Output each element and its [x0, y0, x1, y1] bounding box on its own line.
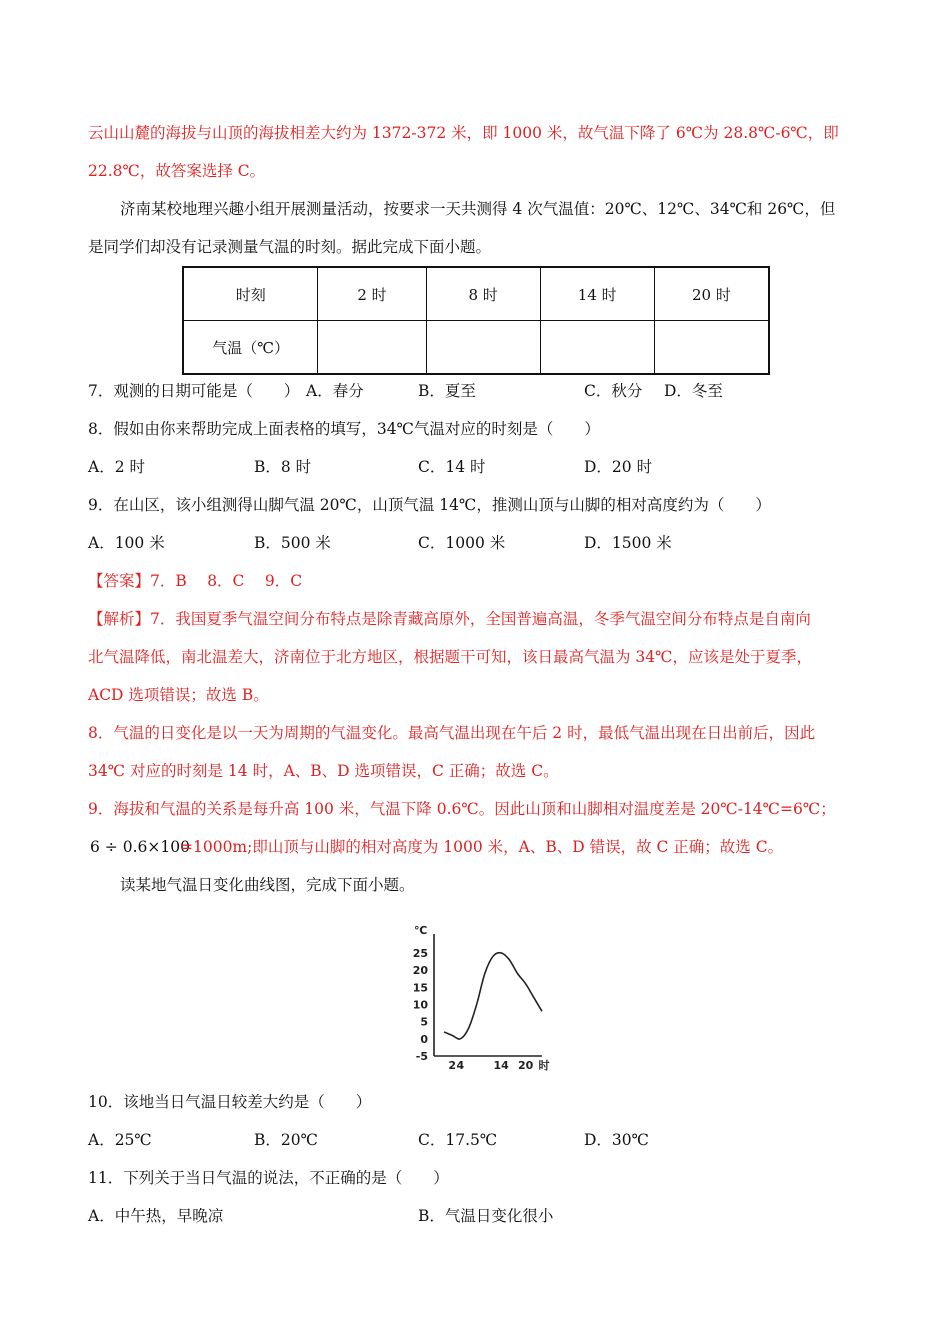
table-header-cell: 2 时 — [318, 267, 426, 321]
y-axis-unit-label: ℃ — [414, 924, 428, 937]
table-header-cell: 8 时 — [426, 267, 540, 321]
q7-option-b: B．夏至 — [418, 382, 476, 400]
temperature-line-chart — [400, 920, 560, 1072]
intro1-line1: 济南某校地理兴趣小组开展测量活动，按要求一天共测得 4 次气温值：20℃、12℃、34℃和 26℃，但 — [120, 200, 836, 218]
q8-option-d: D．20 时 — [584, 458, 653, 476]
q8-option-c: C．14 时 — [418, 458, 486, 476]
answer-label: 【答案】 — [88, 572, 151, 590]
temperature-series-line — [444, 953, 542, 1039]
q7-option-c: C．秋分 — [584, 382, 643, 400]
q10-option-d: D．30℃ — [584, 1131, 649, 1149]
explain-label: 【解析】 — [88, 610, 151, 628]
q9-option-c: C．1000 米 — [418, 534, 506, 552]
q10-option-b: B．20℃ — [254, 1131, 318, 1149]
explain-7-line3: ACD 选项错误；故选 B。 — [88, 686, 269, 704]
table-empty-cell — [540, 321, 654, 375]
y-tick-label: 5 — [420, 1015, 428, 1029]
q7-option-d: D．冬至 — [664, 382, 723, 400]
explain-9-line1: 9．海拔和气温的关系是每升高 100 米，气温下降 0.6℃。因此山顶和山脚相对温度差是 20℃-14℃=6℃； — [88, 800, 836, 818]
x-tick-label: 4 — [456, 1059, 465, 1072]
explain-8-line1: 8．气温的日变化是以一天为周期的气温变化。最高气温出现在午后 2 时，最低气温出现在日出前后，因此 — [88, 724, 816, 742]
q10-option-c: C．17.5℃ — [418, 1131, 498, 1149]
intro1-line2: 是同学们却没有记录测量气温的时刻。据此完成下面小题。 — [88, 238, 492, 256]
answer-text: 7．B 8．C 9．C — [150, 572, 303, 590]
y-tick-label: 25 — [412, 946, 428, 960]
x-tick-label: 2 — [448, 1059, 456, 1072]
explain-7-text: 7．我国夏季气温空间分布特点是除青藏高原外，全国普遍高温，冬季气温空间分布特点是自南向 — [150, 610, 811, 628]
explain-9-line2: =1000m;即山顶与山脚的相对高度为 1000 米，A、B、D 错误，故 C 正确；故选 C。 — [180, 838, 784, 856]
table-header-cell: 14 时 — [540, 267, 654, 321]
intro2: 读某地气温日变化曲线图，完成下面小题。 — [120, 876, 415, 894]
table-header-cell: 时刻 — [183, 267, 318, 321]
q9-option-b: B．500 米 — [254, 534, 331, 552]
table-row-label: 气温（℃） — [183, 321, 318, 375]
x-tick-label: 14 — [493, 1059, 509, 1072]
q9-option-a: A．100 米 — [88, 534, 165, 552]
answer-line — [88, 570, 302, 592]
q7-stem: 7．观测的日期可能是（ ） — [88, 382, 300, 400]
y-tick-label: 10 — [412, 998, 428, 1012]
temperature-table — [182, 266, 770, 375]
q9-option-d: D．1500 米 — [584, 534, 672, 552]
q10-option-a: A．25℃ — [88, 1131, 152, 1149]
table-empty-cell — [318, 321, 426, 375]
x-tick-label: 20 — [518, 1059, 534, 1072]
explain-7-line2: 北气温降低，南北温差大，济南位于北方地区，根据题干可知，该日最高气温为 34℃，应该是处于夏季， — [88, 648, 812, 666]
table-empty-cell — [654, 321, 769, 375]
table-row — [183, 321, 769, 375]
q8-stem: 8．假如由你来帮助完成上面表格的填写，34℃气温对应的时刻是（ ） — [88, 420, 600, 438]
q11-stem: 11．下列关于当日气温的说法，不正确的是（ ） — [88, 1169, 449, 1187]
explain-7-line1 — [88, 608, 811, 630]
analysis-prev-line2: 22.8℃，故答案选择 C。 — [88, 162, 266, 180]
table-row — [183, 267, 769, 321]
x-axis-unit-label: 时 — [538, 1059, 550, 1072]
q11-option-b: B．气温日变化很小 — [418, 1207, 554, 1225]
q8-option-b: B．8 时 — [254, 458, 312, 476]
analysis-prev-line1: 云山山麓的海拔与山顶的海拔相差大约为 1372-372 米，即 1000 米，故气温下降了 6℃为 28.8℃-6℃，即 — [88, 124, 839, 142]
q10-stem: 10．该地当日气温日较差大约是（ ） — [88, 1093, 372, 1111]
y-tick-label: 20 — [412, 964, 428, 978]
y-tick-label: -5 — [415, 1050, 428, 1063]
explain-9-formula: 6 ÷ 0.6×100 — [90, 838, 190, 856]
y-tick-label: 15 — [412, 981, 428, 995]
table-empty-cell — [426, 321, 540, 375]
table-header-cell: 20 时 — [654, 267, 769, 321]
q9-stem: 9．在山区，该小组测得山脚气温 20℃，山顶气温 14℃，推测山顶与山脚的相对高度约为（ ） — [88, 496, 771, 514]
q8-option-a: A．2 时 — [88, 458, 145, 476]
q7-option-a: A．春分 — [306, 382, 364, 400]
y-tick-label: 0 — [420, 1032, 428, 1046]
q11-option-a: A．中午热，早晚凉 — [88, 1207, 224, 1225]
explain-8-line2: 34℃ 对应的时刻是 14 时，A、B、D 选项错误，C 正确；故选 C。 — [88, 762, 559, 780]
